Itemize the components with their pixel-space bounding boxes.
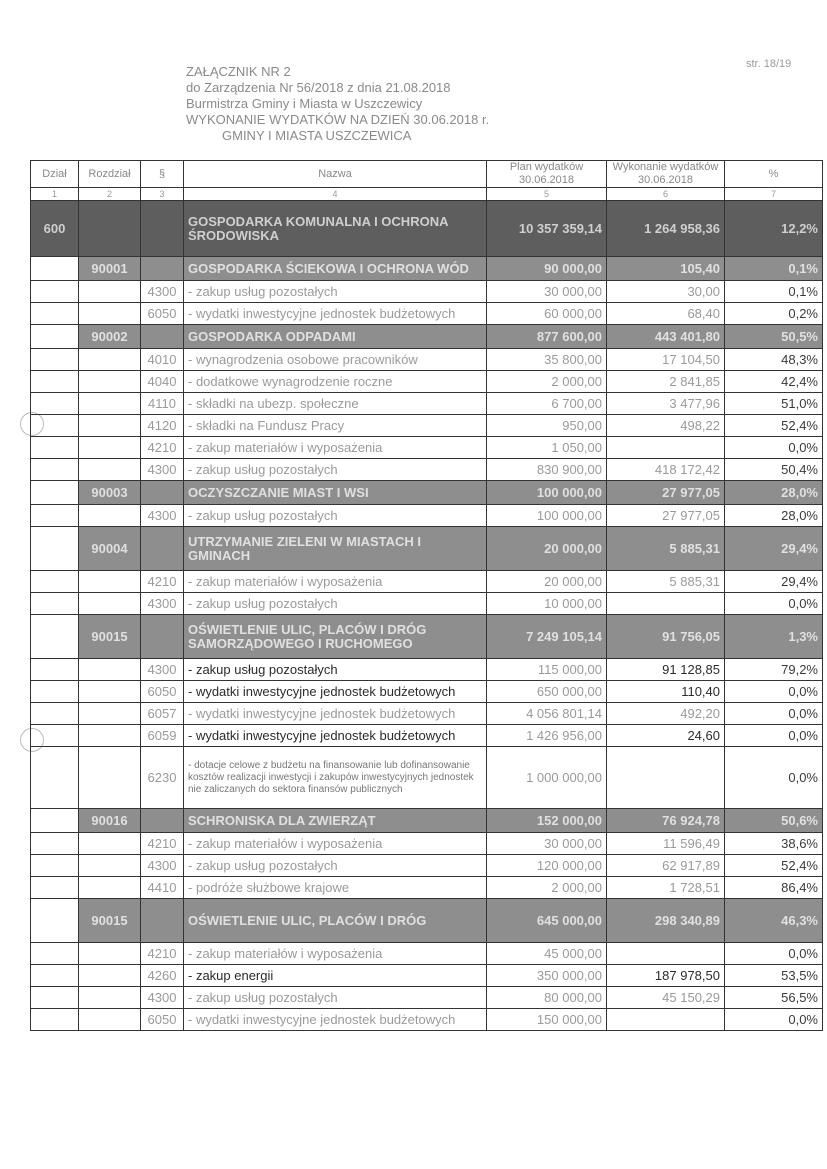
plan-value: 2 000,00	[487, 371, 607, 393]
execution-value: 492,20	[607, 703, 725, 725]
dzial-row	[31, 201, 823, 257]
paragraph-code: 6050	[141, 303, 184, 325]
rozdzial-code	[79, 415, 141, 437]
paragraph-code: 4110	[141, 393, 184, 415]
plan-value: 100 000,00	[487, 481, 607, 505]
paragraph-row	[31, 415, 823, 437]
col-rozdzial: Rozdział	[79, 161, 141, 188]
execution-value: 76 924,78	[607, 809, 725, 833]
dzial-code	[31, 481, 79, 505]
execution-value	[607, 593, 725, 615]
index-cell: 2	[79, 188, 141, 201]
execution-value: 27 977,05	[607, 481, 725, 505]
paragraph-code	[141, 325, 184, 349]
item-name: - wynagrodzenia osobowe pracowników	[184, 349, 487, 371]
rozdzial-row	[31, 615, 823, 659]
execution-value: 1 728,51	[607, 877, 725, 899]
column-header-row	[31, 161, 823, 188]
item-name: - zakup usług pozostałych	[184, 459, 487, 481]
column-index-row	[31, 188, 823, 201]
plan-value: 20 000,00	[487, 571, 607, 593]
paragraph-row	[31, 393, 823, 415]
paragraph-code: 6059	[141, 725, 184, 747]
execution-value: 5 885,31	[607, 571, 725, 593]
item-name: GOSPODARKA KOMUNALNA I OCHRONA ŚRODOWISKA	[184, 201, 487, 257]
paragraph-row	[31, 987, 823, 1009]
rozdzial-code: 90003	[79, 481, 141, 505]
paragraph-row	[31, 349, 823, 371]
paragraph-code	[141, 809, 184, 833]
rozdzial-row	[31, 899, 823, 943]
dzial-code	[31, 415, 79, 437]
plan-value: 6 700,00	[487, 393, 607, 415]
paragraph-code	[141, 899, 184, 943]
rozdzial-code	[79, 659, 141, 681]
dzial-code	[31, 527, 79, 571]
percent-value: 0,0%	[725, 747, 823, 809]
paragraph-code: 4210	[141, 571, 184, 593]
percent-value: 29,4%	[725, 527, 823, 571]
dzial-code	[31, 459, 79, 481]
paragraph-code: 6050	[141, 681, 184, 703]
rozdzial-code	[79, 437, 141, 459]
paragraph-code: 4300	[141, 505, 184, 527]
execution-value: 3 477,96	[607, 393, 725, 415]
rozdzial-code	[79, 281, 141, 303]
dzial-code	[31, 659, 79, 681]
plan-value: 120 000,00	[487, 855, 607, 877]
paragraph-code: 4300	[141, 659, 184, 681]
col-percent: %	[725, 161, 823, 188]
paragraph-code: 4210	[141, 943, 184, 965]
rozdzial-code	[79, 833, 141, 855]
dzial-code	[31, 809, 79, 833]
item-name: - zakup usług pozostałych	[184, 505, 487, 527]
paragraph-row	[31, 703, 823, 725]
rozdzial-code	[79, 943, 141, 965]
plan-value: 830 900,00	[487, 459, 607, 481]
item-name: - wydatki inwestycyjne jednostek budżetowych	[184, 303, 487, 325]
dzial-code	[31, 303, 79, 325]
rozdzial-row	[31, 325, 823, 349]
rozdzial-code	[79, 393, 141, 415]
item-name: - zakup usług pozostałych	[184, 987, 487, 1009]
item-name: - zakup usług pozostałych	[184, 659, 487, 681]
item-name: OŚWIETLENIE ULIC, PLACÓW I DRÓG SAMORZĄDOWEGO I RUCHOMEGO	[184, 615, 487, 659]
item-name: - zakup materiałów i wyposażenia	[184, 437, 487, 459]
paragraph-row	[31, 281, 823, 303]
rozdzial-code	[79, 987, 141, 1009]
paragraph-row	[31, 725, 823, 747]
dzial-code	[31, 681, 79, 703]
dzial-code	[31, 987, 79, 1009]
rozdzial-code	[79, 855, 141, 877]
plan-value: 10 000,00	[487, 593, 607, 615]
execution-value: 498,22	[607, 415, 725, 437]
plan-value: 152 000,00	[487, 809, 607, 833]
index-cell: 1	[31, 188, 79, 201]
index-cell: 6	[607, 188, 725, 201]
plan-value: 100 000,00	[487, 505, 607, 527]
rozdzial-code	[79, 371, 141, 393]
paragraph-row	[31, 1009, 823, 1031]
percent-value: 0,0%	[725, 681, 823, 703]
item-name: - zakup usług pozostałych	[184, 855, 487, 877]
percent-value: 0,0%	[725, 943, 823, 965]
paragraph-code: 4300	[141, 593, 184, 615]
rozdzial-code	[79, 349, 141, 371]
item-name: GOSPODARKA ŚCIEKOWA I OCHRONA WÓD	[184, 257, 487, 281]
percent-value: 86,4%	[725, 877, 823, 899]
item-name: - zakup usług pozostałych	[184, 281, 487, 303]
col-plan: Plan wydatków 30.06.2018	[487, 161, 607, 188]
item-name: GOSPODARKA ODPADAMI	[184, 325, 487, 349]
index-cell: 7	[725, 188, 823, 201]
item-name: - zakup usług pozostałych	[184, 593, 487, 615]
dzial-code	[31, 703, 79, 725]
execution-value: 24,60	[607, 725, 725, 747]
rozdzial-code	[79, 965, 141, 987]
execution-value: 30,00	[607, 281, 725, 303]
plan-value: 115 000,00	[487, 659, 607, 681]
plan-value: 7 249 105,14	[487, 615, 607, 659]
rozdzial-code: 90015	[79, 899, 141, 943]
paragraph-code	[141, 201, 184, 257]
dzial-code	[31, 965, 79, 987]
header-line-2: do Zarządzenia Nr 56/2018 z dnia 21.08.2018	[186, 80, 451, 95]
execution-value: 2 841,85	[607, 371, 725, 393]
plan-value: 60 000,00	[487, 303, 607, 325]
paragraph-row	[31, 571, 823, 593]
rozdzial-code: 90016	[79, 809, 141, 833]
rozdzial-code	[79, 201, 141, 257]
col-dzial: Dział	[31, 161, 79, 188]
percent-value: 51,0%	[725, 393, 823, 415]
dzial-code	[31, 393, 79, 415]
dzial-code	[31, 437, 79, 459]
paragraph-code: 4210	[141, 437, 184, 459]
plan-value: 877 600,00	[487, 325, 607, 349]
paragraph-row	[31, 855, 823, 877]
paragraph-code	[141, 481, 184, 505]
rozdzial-code: 90001	[79, 257, 141, 281]
paragraph-code: 4410	[141, 877, 184, 899]
execution-value: 1 264 958,36	[607, 201, 725, 257]
plan-value: 80 000,00	[487, 987, 607, 1009]
item-name: - dotacje celowe z budżetu na finansowanie lub dofinansowanie kosztów realizacji inwestycji i zakupów inwestycyjnych jednostek nie zaliczanych do sektora finansów publicznych	[184, 747, 487, 809]
dzial-code	[31, 877, 79, 899]
execution-value	[607, 747, 725, 809]
dzial-code: 600	[31, 201, 79, 257]
rozdzial-code	[79, 459, 141, 481]
paragraph-code: 4300	[141, 281, 184, 303]
percent-value: 50,4%	[725, 459, 823, 481]
item-name: - wydatki inwestycyjne jednostek budżetowych	[184, 725, 487, 747]
plan-value: 1 050,00	[487, 437, 607, 459]
header-line-4: WYKONANIE WYDATKÓW NA DZIEŃ 30.06.2018 r.	[186, 112, 490, 127]
item-name: OCZYSZCZANIE MIAST I WSI	[184, 481, 487, 505]
dzial-code	[31, 615, 79, 659]
item-name: - wydatki inwestycyjne jednostek budżetowych	[184, 681, 487, 703]
index-cell: 4	[184, 188, 487, 201]
paragraph-code: 6050	[141, 1009, 184, 1031]
paragraph-row	[31, 659, 823, 681]
percent-value: 50,6%	[725, 809, 823, 833]
percent-value: 46,3%	[725, 899, 823, 943]
col-paragraph: §	[141, 161, 184, 188]
item-name: - dodatkowe wynagrodzenie roczne	[184, 371, 487, 393]
item-name: - zakup materiałów i wyposażenia	[184, 943, 487, 965]
execution-value: 5 885,31	[607, 527, 725, 571]
item-name: - zakup materiałów i wyposażenia	[184, 833, 487, 855]
execution-value: 17 104,50	[607, 349, 725, 371]
item-name: - zakup materiałów i wyposażenia	[184, 571, 487, 593]
paragraph-row	[31, 747, 823, 809]
rozdzial-row	[31, 481, 823, 505]
index-cell: 3	[141, 188, 184, 201]
dzial-code	[31, 593, 79, 615]
execution-value: 110,40	[607, 681, 725, 703]
paragraph-row	[31, 965, 823, 987]
plan-value: 35 800,00	[487, 349, 607, 371]
paragraph-code: 4300	[141, 459, 184, 481]
paragraph-row	[31, 437, 823, 459]
execution-value: 443 401,80	[607, 325, 725, 349]
page-reference: str. 18/19	[746, 58, 792, 70]
dzial-code	[31, 257, 79, 281]
execution-value: 62 917,89	[607, 855, 725, 877]
percent-value: 48,3%	[725, 349, 823, 371]
dzial-code	[31, 349, 79, 371]
percent-value: 28,0%	[725, 505, 823, 527]
dzial-code	[31, 833, 79, 855]
rozdzial-row	[31, 809, 823, 833]
rozdzial-code	[79, 593, 141, 615]
execution-value	[607, 437, 725, 459]
plan-value: 2 000,00	[487, 877, 607, 899]
execution-value	[607, 943, 725, 965]
paragraph-code: 4300	[141, 855, 184, 877]
paragraph-row	[31, 593, 823, 615]
expenditure-table	[30, 160, 823, 1031]
dzial-code	[31, 571, 79, 593]
plan-value: 30 000,00	[487, 833, 607, 855]
rozdzial-code	[79, 571, 141, 593]
paragraph-code	[141, 527, 184, 571]
item-name: - składki na ubezp. społeczne	[184, 393, 487, 415]
percent-value: 38,6%	[725, 833, 823, 855]
execution-value: 418 172,42	[607, 459, 725, 481]
item-name: SCHRONISKA DLA ZWIERZĄT	[184, 809, 487, 833]
plan-value: 645 000,00	[487, 899, 607, 943]
rozdzial-row	[31, 527, 823, 571]
percent-value: 52,4%	[725, 855, 823, 877]
dzial-code	[31, 943, 79, 965]
col-nazwa: Nazwa	[184, 161, 487, 188]
percent-value: 50,5%	[725, 325, 823, 349]
item-name: - składki na Fundusz Pracy	[184, 415, 487, 437]
percent-value: 56,5%	[725, 987, 823, 1009]
paragraph-code: 4010	[141, 349, 184, 371]
rozdzial-code	[79, 303, 141, 325]
paragraph-code: 4040	[141, 371, 184, 393]
rozdzial-code: 90002	[79, 325, 141, 349]
paragraph-code: 4300	[141, 987, 184, 1009]
dzial-code	[31, 281, 79, 303]
percent-value: 0,0%	[725, 1009, 823, 1031]
header-line-3: Burmistrza Gminy i Miasta w Uszczewicy	[186, 96, 423, 111]
paragraph-code: 6057	[141, 703, 184, 725]
rozdzial-code	[79, 747, 141, 809]
item-name: OŚWIETLENIE ULIC, PLACÓW I DRÓG	[184, 899, 487, 943]
rozdzial-code: 90004	[79, 527, 141, 571]
execution-value: 68,40	[607, 303, 725, 325]
percent-value: 0,0%	[725, 593, 823, 615]
percent-value: 0,1%	[725, 281, 823, 303]
plan-value: 20 000,00	[487, 527, 607, 571]
execution-value: 45 150,29	[607, 987, 725, 1009]
percent-value: 0,2%	[725, 303, 823, 325]
percent-value: 0,0%	[725, 437, 823, 459]
percent-value: 0,0%	[725, 725, 823, 747]
execution-value: 298 340,89	[607, 899, 725, 943]
paragraph-code: 4120	[141, 415, 184, 437]
paragraph-row	[31, 505, 823, 527]
percent-value: 28,0%	[725, 481, 823, 505]
header-line-1: ZAŁĄCZNIK NR 2	[186, 64, 291, 79]
paragraph-row	[31, 303, 823, 325]
item-name: - podróże służbowe krajowe	[184, 877, 487, 899]
execution-value: 91 128,85	[607, 659, 725, 681]
dzial-code	[31, 325, 79, 349]
rozdzial-code: 90015	[79, 615, 141, 659]
percent-value: 52,4%	[725, 415, 823, 437]
plan-value: 10 357 359,14	[487, 201, 607, 257]
rozdzial-code	[79, 1009, 141, 1031]
rozdzial-code	[79, 725, 141, 747]
paragraph-row	[31, 877, 823, 899]
percent-value: 42,4%	[725, 371, 823, 393]
rozdzial-code	[79, 505, 141, 527]
header-line-5: GMINY I MIASTA USZCZEWICA	[222, 128, 412, 143]
col-wykonanie: Wykonanie wydatków 30.06.2018	[607, 161, 725, 188]
percent-value: 0,1%	[725, 257, 823, 281]
paragraph-code	[141, 257, 184, 281]
execution-value: 187 978,50	[607, 965, 725, 987]
percent-value: 1,3%	[725, 615, 823, 659]
dzial-code	[31, 899, 79, 943]
paragraph-code: 4260	[141, 965, 184, 987]
paragraph-row	[31, 681, 823, 703]
item-name: - wydatki inwestycyjne jednostek budżetowych	[184, 703, 487, 725]
execution-value: 27 977,05	[607, 505, 725, 527]
paragraph-code	[141, 615, 184, 659]
plan-value: 4 056 801,14	[487, 703, 607, 725]
rozdzial-code	[79, 703, 141, 725]
plan-value: 45 000,00	[487, 943, 607, 965]
dzial-code	[31, 1009, 79, 1031]
item-name: - wydatki inwestycyjne jednostek budżetowych	[184, 1009, 487, 1031]
percent-value: 0,0%	[725, 703, 823, 725]
execution-value: 11 596,49	[607, 833, 725, 855]
percent-value: 29,4%	[725, 571, 823, 593]
dzial-code	[31, 855, 79, 877]
paragraph-code: 6230	[141, 747, 184, 809]
dzial-code	[31, 725, 79, 747]
plan-value: 650 000,00	[487, 681, 607, 703]
plan-value: 1 000 000,00	[487, 747, 607, 809]
dzial-code	[31, 505, 79, 527]
paragraph-row	[31, 459, 823, 481]
plan-value: 150 000,00	[487, 1009, 607, 1031]
percent-value: 53,5%	[725, 965, 823, 987]
plan-value: 1 426 956,00	[487, 725, 607, 747]
paragraph-row	[31, 371, 823, 393]
dzial-code	[31, 747, 79, 809]
rozdzial-code	[79, 681, 141, 703]
execution-value: 91 756,05	[607, 615, 725, 659]
percent-value: 79,2%	[725, 659, 823, 681]
index-cell: 5	[487, 188, 607, 201]
paragraph-code: 4210	[141, 833, 184, 855]
item-name: - zakup energii	[184, 965, 487, 987]
item-name: UTRZYMANIE ZIELENI W MIASTACH I GMINACH	[184, 527, 487, 571]
paragraph-row	[31, 833, 823, 855]
paragraph-row	[31, 943, 823, 965]
execution-value	[607, 1009, 725, 1031]
rozdzial-code	[79, 877, 141, 899]
dzial-code	[31, 371, 79, 393]
rozdzial-row	[31, 257, 823, 281]
plan-value: 90 000,00	[487, 257, 607, 281]
plan-value: 30 000,00	[487, 281, 607, 303]
plan-value: 950,00	[487, 415, 607, 437]
percent-value: 12,2%	[725, 201, 823, 257]
execution-value: 105,40	[607, 257, 725, 281]
plan-value: 350 000,00	[487, 965, 607, 987]
